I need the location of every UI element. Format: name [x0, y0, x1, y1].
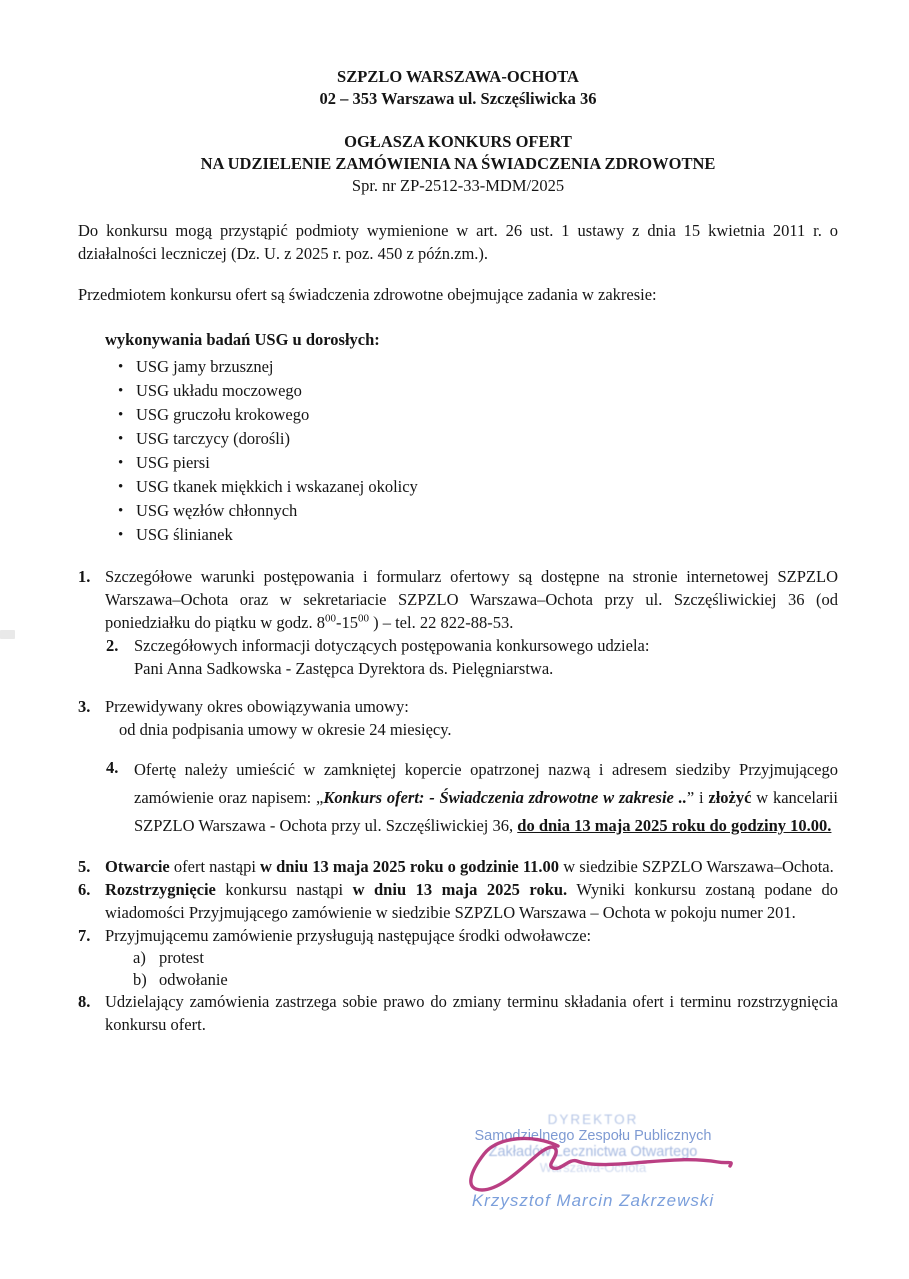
list-item	[118, 523, 838, 547]
text-run: Przewidywany okres obowiązywania umowy:	[105, 697, 409, 716]
list-item	[118, 475, 838, 499]
text-run: Ofertę należy umieścić w zamkniętej kopercie opatrzonej nazwą i adresem siedziby Przyjmującego zamówienie oraz napisem: „	[134, 760, 838, 807]
text-run: konkursu nastąpi	[215, 880, 353, 899]
list-item	[118, 355, 838, 379]
appeal-option-b	[133, 969, 838, 991]
service-label: USG węzłów chłonnych	[136, 501, 298, 520]
list-item	[118, 379, 838, 403]
announcement-title	[78, 131, 838, 197]
term-item-2	[106, 634, 838, 680]
item-number: 3.	[78, 697, 91, 716]
hours-superscript: 00	[324, 612, 336, 625]
bullet-icon: •	[118, 527, 124, 543]
intro-paragraph-2: Przedmiotem konkursu ofert są świadczenia zdrowotne obejmujące zadania w zakresie:	[78, 285, 657, 304]
item-number: 6.	[78, 880, 91, 899]
item-number: 5.	[78, 857, 91, 876]
services-list	[78, 355, 838, 547]
hours-superscript: 00	[357, 612, 369, 625]
document-header	[78, 66, 838, 197]
text-run: w siedzibie SZPZLO Warszawa–Ochota.	[559, 857, 834, 876]
bullet-icon: •	[118, 455, 124, 471]
appeal-option-a	[133, 947, 838, 969]
item-number: 4.	[106, 758, 119, 777]
service-label: USG tkanek miękkich i wskazanej okolicy	[136, 477, 418, 496]
term-item-1	[78, 565, 838, 634]
text-run-bold: Otwarcie	[105, 857, 170, 876]
list-item	[118, 427, 838, 451]
term-item-3	[78, 695, 838, 741]
text-run: ) – tel. 22 822-88-53.	[368, 613, 514, 632]
stamp-line-3: Warszawa-Ochota	[539, 1160, 647, 1175]
list-item	[118, 451, 838, 475]
term-item-3-text	[105, 695, 838, 741]
signer-name: Krzysztof Marcin Zakrzewski	[471, 1191, 715, 1210]
contact-person: Pani Anna Sadkowska - Zastępca Dyrektora ds. Pielęgniarstwa.	[134, 659, 554, 678]
bullet-icon: •	[118, 479, 124, 495]
term-item-5	[78, 855, 838, 878]
term-item-8-text: Udzielający zamówienia zastrzega sobie prawo do zmiany terminu składania ofert i terminu rozstrzygnięcia konkursu ofert.	[105, 992, 838, 1034]
text-run-bold: Rozstrzygnięcie	[105, 880, 216, 899]
org-address: 02 – 353 Warszawa ul. Szczęśliwicka 36	[319, 89, 597, 108]
sub-item-label: b)	[133, 969, 147, 989]
term-item-4	[106, 756, 838, 840]
bullet-icon: •	[118, 407, 124, 423]
sub-item-text: odwołanie	[159, 969, 228, 989]
text-run: od dnia podpisania umowy w okresie 24 miesięcy.	[119, 720, 452, 739]
term-item-6	[78, 878, 838, 924]
text-run-bold: złożyć	[708, 788, 752, 807]
scan-artifact	[0, 630, 15, 639]
stamp-title: DYREKTOR	[547, 1112, 639, 1127]
term-item-8	[78, 990, 838, 1036]
term-item-1-text	[105, 565, 838, 634]
service-label: USG jamy brzusznej	[136, 357, 274, 376]
text-run: Szczegółowych informacji dotyczących postępowania konkursowego udziela:	[134, 636, 650, 655]
bullet-icon: •	[118, 503, 124, 519]
services-heading: wykonywania badań USG u dorosłych:	[105, 330, 380, 349]
opening-date: w dniu 13 maja 2025 roku o godzinie 11.00	[260, 857, 560, 876]
intro-paragraph-1: Do konkursu mogą przystąpić podmioty wymienione w art. 26 ust. 1 ustawy z dnia 15 kwietnia 2011 r. o działalności leczniczej (Dz. U. z 2025 r. poz. 450 z późn.zm.).	[78, 221, 838, 263]
list-item	[118, 499, 838, 523]
service-label: USG tarczycy (dorośli)	[136, 429, 290, 448]
text-run: w kancelarii SZPZLO Warszawa - Ochota przy ul. Szczęśliwickiej 36,	[134, 788, 838, 835]
terms-list	[78, 565, 838, 1036]
stamp-line-2: Zakładów Lecznictwa Otwartego	[488, 1144, 698, 1160]
service-label: USG piersi	[136, 453, 210, 472]
item-number: 8.	[78, 992, 91, 1011]
announce-line-1: OGŁASZA KONKURS OFERT	[344, 132, 572, 151]
item-number: 7.	[78, 926, 91, 945]
term-item-5-text	[105, 855, 838, 878]
term-item-7-text	[105, 924, 838, 990]
text-run: Szczegółowe warunki postępowania i formularz ofertowy są dostępne na stronie internetowej SZPZLO Warszawa–Ochota oraz w sekretariacie SZPZLO Warszawa–Ochota przy ul. Szczęśliwickiej 36 (od poniedziałku do piątku w godz. 8	[105, 567, 838, 632]
sub-item-label: a)	[133, 948, 146, 967]
service-label: USG ślinianek	[136, 525, 233, 544]
term-item-7	[78, 924, 838, 990]
announce-line-2: NA UDZIELENIE ZAMÓWIENIA NA ŚWIADCZENIA ZDROWOTNE	[200, 154, 716, 173]
text-run: Przyjmującemu zamówienie przysługują następujące środki odwoławcze:	[105, 926, 592, 945]
submission-deadline: do dnia 13 maja 2025 roku do godziny 10.00.	[517, 816, 832, 835]
term-item-2-text	[134, 634, 838, 680]
bullet-icon: •	[118, 359, 124, 375]
list-item	[118, 403, 838, 427]
service-label: USG układu moczowego	[136, 381, 302, 400]
text-run: Wyniki konkursu zostaną podane do wiadomości Przyjmującego zamówienie w siedzibie SZPZLO Warszawa – Ochota w pokoju numer 201.	[105, 880, 839, 922]
stamp-line-1: Samodzielnego Zespołu Publicznych	[474, 1128, 712, 1144]
item-number: 2.	[106, 636, 119, 655]
org-name: SZPZLO WARSZAWA-OCHOTA	[337, 67, 579, 86]
resolution-date: w dniu 13 maja 2025 roku.	[352, 880, 568, 899]
text-run: ” i	[686, 788, 709, 807]
case-number: Spr. nr ZP-2512-33-MDM/2025	[351, 176, 565, 195]
bullet-icon: •	[118, 383, 124, 399]
item-number: 1.	[78, 567, 91, 586]
term-item-6-text	[105, 878, 838, 924]
text-run: ofert nastąpi	[169, 857, 261, 876]
service-label: USG gruczołu krokowego	[136, 405, 310, 424]
text-run: -15	[335, 613, 358, 632]
term-item-4-text	[134, 756, 838, 840]
bullet-icon: •	[118, 431, 124, 447]
sub-item-text: protest	[159, 948, 204, 967]
envelope-inscription: Konkurs ofert: - Świadczenia zdrowotne w zakresie ..	[323, 788, 687, 807]
